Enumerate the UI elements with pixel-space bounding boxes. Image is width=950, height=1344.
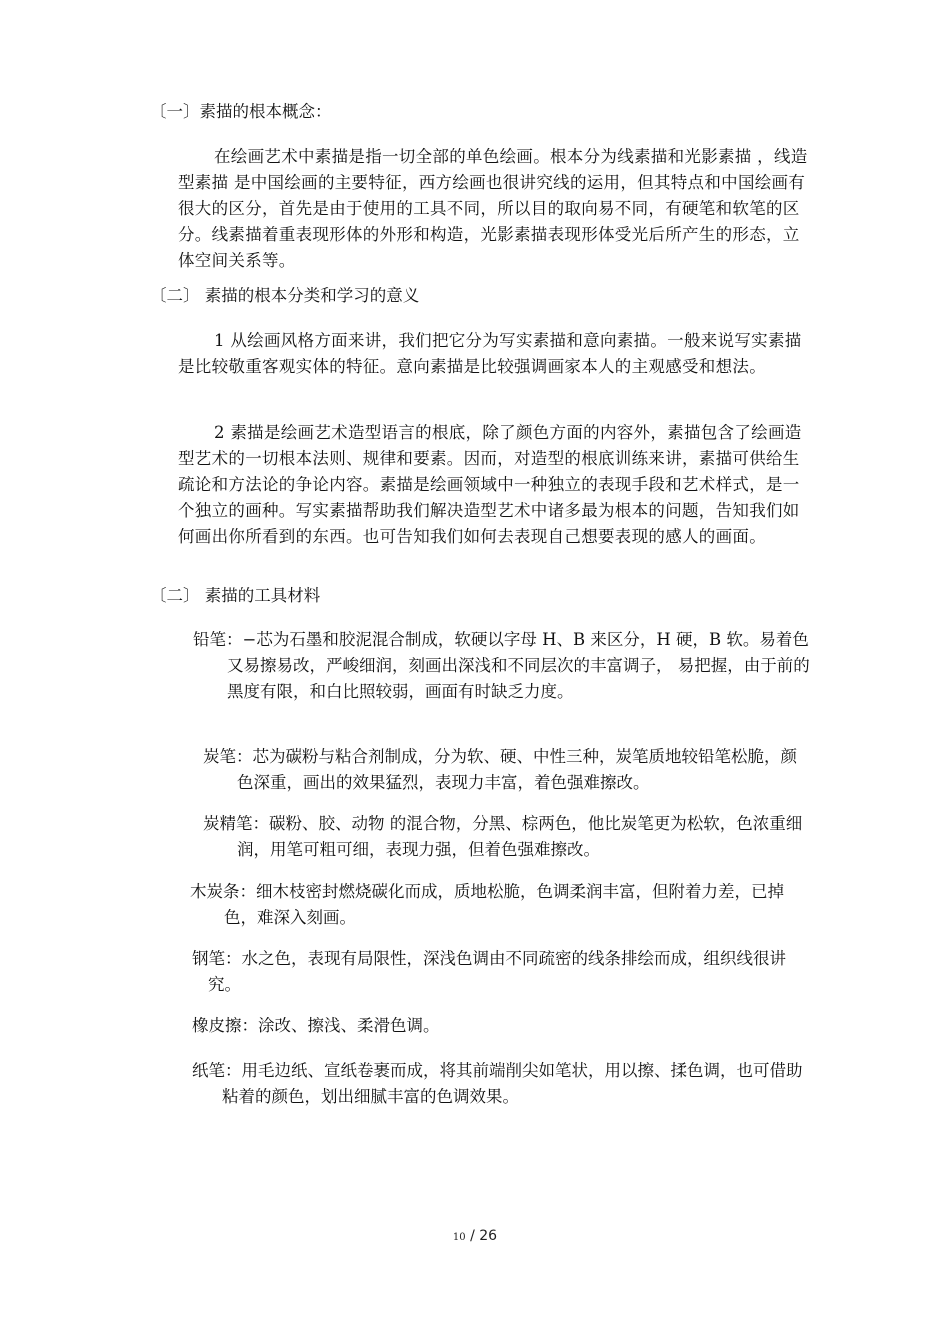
- tool-item-charcoal-stick: 木炭条：细木枝密封燃烧碳化而成，质地松脆，色调柔润丰富，但附着力差，已掉色，难深入刻画。: [190, 882, 784, 927]
- section-heading-concept: 〔一〕素描的根本概念：: [150, 102, 332, 121]
- page-separator: /: [465, 1228, 480, 1244]
- tool-item-conte-crayon: 炭精笔：碳粉、胶、动物 的混合物，分黑、棕两色，他比炭笔更为松软，色浓重细润，用笔可粗可细，表现力强，但着色强难擦改。: [203, 814, 803, 859]
- section-heading-classification: 〔二〕 素描的根本分类和学习的意义: [150, 286, 420, 305]
- section-heading-tools: 〔二〕 素描的工具材料: [150, 586, 321, 605]
- page-number: [0, 1228, 950, 1244]
- tool-item-paper-stump: 纸笔：用毛边纸、宣纸卷裹而成，将其前端削尖如笔状，用以擦、揉色调，也可借助粘着的颜色，划出细腻丰富的色调效果。: [192, 1061, 803, 1106]
- tool-item-pen: 钢笔：水之色，表现有局限性，深浅色调由不同疏密的线条排绘而成，组织线很讲究。: [192, 949, 786, 994]
- paragraph-concept: 在绘画艺术中素描是指一切全部的单色绘画。根本分为线素描和光影素描 ，线造型素描 是中国绘画的主要特征，西方绘画也很讲究线的运用，但其特点和中国绘画有很大的区分，首先是由于使用的工具不同，所以目的取向易不同，有硬笔和软笔的区分。线素描着重表现形体的外形和构造，光影素描表现形体受光后所产生的形态，立体空间关系等。: [178, 147, 808, 270]
- tool-item-eraser: 橡皮擦：涂改、擦浅、柔滑色调。: [192, 1016, 440, 1035]
- tool-item-pencil: 铅笔：−芯为石墨和胶泥混合制成，软硬以字母 H、B 来区分，H 硬，B 软。易着色又易擦易改，严峻细润，刻画出深浅和不同层次的丰富调子， 易把握，由于前的黑度有限，和白比照较弱，画面有时缺乏力度。: [193, 630, 810, 701]
- page-current: 10: [452, 1232, 466, 1243]
- paragraph-foundation: 2 素描是绘画艺术造型语言的根底，除了颜色方面的内容外，素描包含了绘画造型艺术的一切根本法则、规律和要素。因而，对造型的根底训练来讲，素描可供给生疏论和方法论的争论内容。素描是绘画领域中一种独立的表现手段和艺术样式，是一个独立的画种。写实素描帮助我们解决造型艺术中诸多最为根本的问题，告知我们如何画出你所看到的东西。也可告知我们如何去表现自己想要表现的感人的画面。: [178, 423, 802, 546]
- tool-item-charcoal-pencil: 炭笔：芯为碳粉与粘合剂制成，分为软、硬、中性三种，炭笔质地较铅笔松脆，颜色深重，画出的效果猛烈，表现力丰富，着色强难擦改。: [203, 747, 797, 792]
- paragraph-style: 1 从绘画风格方面来讲，我们把它分为写实素描和意向素描。一般来说写实素描是比较敬重客观实体的特征。意向素描是比较强调画家本人的主观感受和想法。: [178, 331, 802, 376]
- page-total: 26: [479, 1228, 498, 1244]
